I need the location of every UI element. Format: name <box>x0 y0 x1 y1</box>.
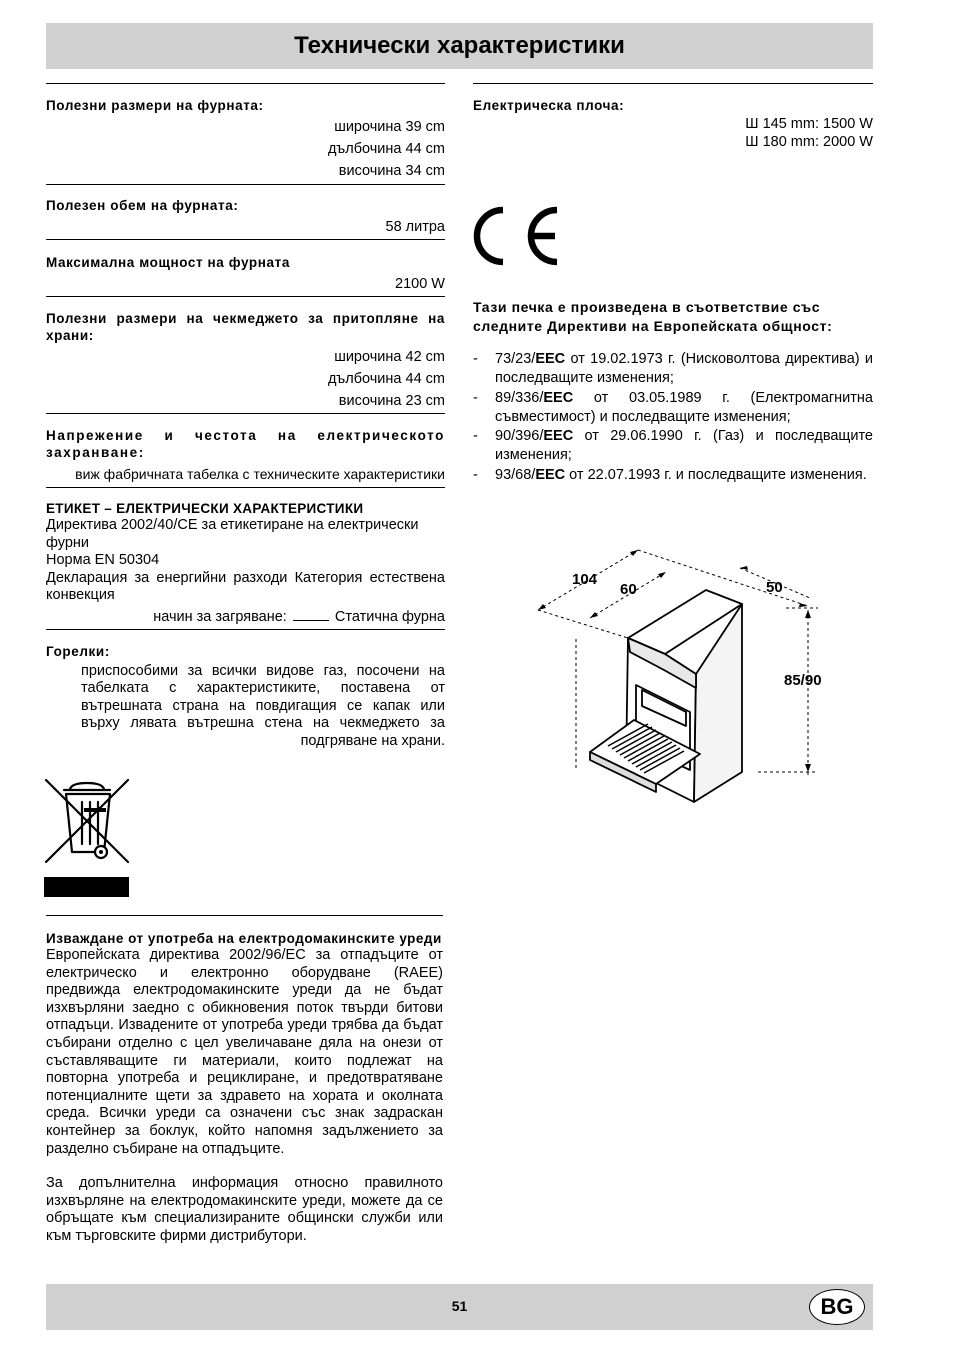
compliance-section <box>473 298 873 485</box>
language-badge: BG <box>809 1289 865 1325</box>
page-footer <box>46 1284 873 1330</box>
ce-mark-icon <box>473 204 561 268</box>
hob-line-2: Ш 180 mm: 2000 W <box>745 133 873 150</box>
directive-item: - 90/396/EEC от 29.06.1990 г. (Газ) и последващите изменения; <box>473 428 873 464</box>
burners-text: приспособими за всички видове газ, посочени на табелката с характеристиките, поставена от вътрешната страна на повдигащия се капак или върху лявата вътрешна стена на чекмеджето за подгряване на храни. <box>81 662 445 749</box>
disposal-paragraph-2: За допълнителна информация относно правилното изхвърляне на електродомакинските уреди, можете да се обръщате към специализираните общински служби или към търговските фирми дистрибутори. <box>46 1175 443 1244</box>
voltage-section <box>46 414 445 488</box>
hob-section <box>473 84 873 151</box>
oven-volume-value: 58 литра <box>385 219 445 235</box>
oven-width: широчина 39 cm <box>334 119 445 135</box>
dim-depth-label: 60 <box>620 581 637 598</box>
voltage-value: виж фабричната табелка с техническите характеристики <box>75 466 445 482</box>
hob-line-1: Ш 145 mm: 1500 W <box>745 116 873 132</box>
heating-mode-row <box>46 609 445 627</box>
oven-volume-heading: Полезен обем на фурната: <box>46 198 239 213</box>
disposal-section <box>46 915 443 1246</box>
disposal-heading: Изваждане от употреба на електродомакинските уреди <box>46 931 442 946</box>
drawer-depth: дълбочина 44 cm <box>328 371 445 387</box>
directive-item: - 89/336/EEC от 03.05.1989 г. (Електромагнитна съвместимост) и последващите изменения; <box>473 389 873 425</box>
oven-depth: дълбочина 44 cm <box>328 141 445 157</box>
compliance-heading: Тази печка е произведена в съответствие със следните Директиви на Европейската общност: <box>473 299 833 334</box>
oven-power-section <box>46 240 445 297</box>
energy-label-declaration: Декларация за енергийни разходи Категория естествена конвекция <box>46 569 445 604</box>
disposal-paragraph-1: Европейската директива 2002/96/EC за отпадъците от електрическо и електронно оборудване (RAEE) предвижда електродомакинските уреди да не бъдат изхвърляни заедно с обикновения поток твърди битови отпадъци. Извадените от употреба уреди трябва да бъдат събирани отделно с цел увеличаване дяла на онези от съставляващите ги материали, които подлежат на повторна употреба и рециклиране, и предотвратяване потенциалните щети за здравето на хората и околната среда. Всички уреди са означени със знак задраскан контейнер за боклук, който напомня задължението за разделно събиране на отпадъците. <box>46 947 443 1157</box>
drawer-dimensions-heading: Полезни размери на чекмеджето за притопляне на храни: <box>46 311 445 343</box>
page-number: 51 <box>451 1298 468 1314</box>
heating-mode-label: начин за загряване: <box>153 608 287 625</box>
dim-total-depth-label: 104 <box>572 571 598 588</box>
oven-height: височина 34 cm <box>338 163 445 179</box>
drawer-dimensions-section <box>46 297 445 414</box>
directive-item: - 93/68/EEC от 22.07.1993 г. и последващите изменения. <box>473 466 867 483</box>
energy-label-directive: Директива 2002/40/CE за етикетиране на електрически фурни <box>46 517 419 551</box>
page-title: Технически характеристики <box>46 23 873 69</box>
right-column <box>473 83 873 151</box>
heating-mode-blank <box>293 620 329 621</box>
cooker-dimensions-diagram <box>530 540 850 825</box>
left-column <box>46 83 445 751</box>
crossed-bin-icon <box>44 778 132 900</box>
oven-power-value: 2100 W <box>395 276 445 292</box>
energy-label-norm: Норма EN 50304 <box>46 552 160 569</box>
drawer-height: височина 23 cm <box>338 393 445 409</box>
oven-dimensions-heading: Полезни размери на фурната: <box>46 98 264 113</box>
energy-label-heading: ЕТИКЕТ – ЕЛЕКТРИЧЕСКИ ХАРАКТЕРИСТИКИ <box>46 501 364 516</box>
hob-heading: Електрическа плоча: <box>473 98 625 113</box>
drawer-width: широчина 42 cm <box>334 349 445 365</box>
dim-height-label: 85/90 <box>784 672 822 689</box>
heating-mode-value: Статична фурна <box>334 608 445 625</box>
voltage-heading: Напрежение и честота на електрическото захранване: <box>46 428 445 460</box>
oven-power-heading: Максимална мощност на фурната <box>46 255 290 270</box>
oven-volume-section <box>46 185 445 240</box>
dim-width-label: 50 <box>766 579 783 596</box>
burners-section <box>46 630 445 751</box>
burners-heading: Горелки: <box>46 643 110 659</box>
directive-item: - 73/23/EEC от 19.02.1973 г. (Нисковолтова директива) и последващите изменения; <box>473 351 873 387</box>
energy-label-section <box>46 488 445 630</box>
directives-list <box>473 350 873 485</box>
oven-dimensions-section <box>46 84 445 185</box>
